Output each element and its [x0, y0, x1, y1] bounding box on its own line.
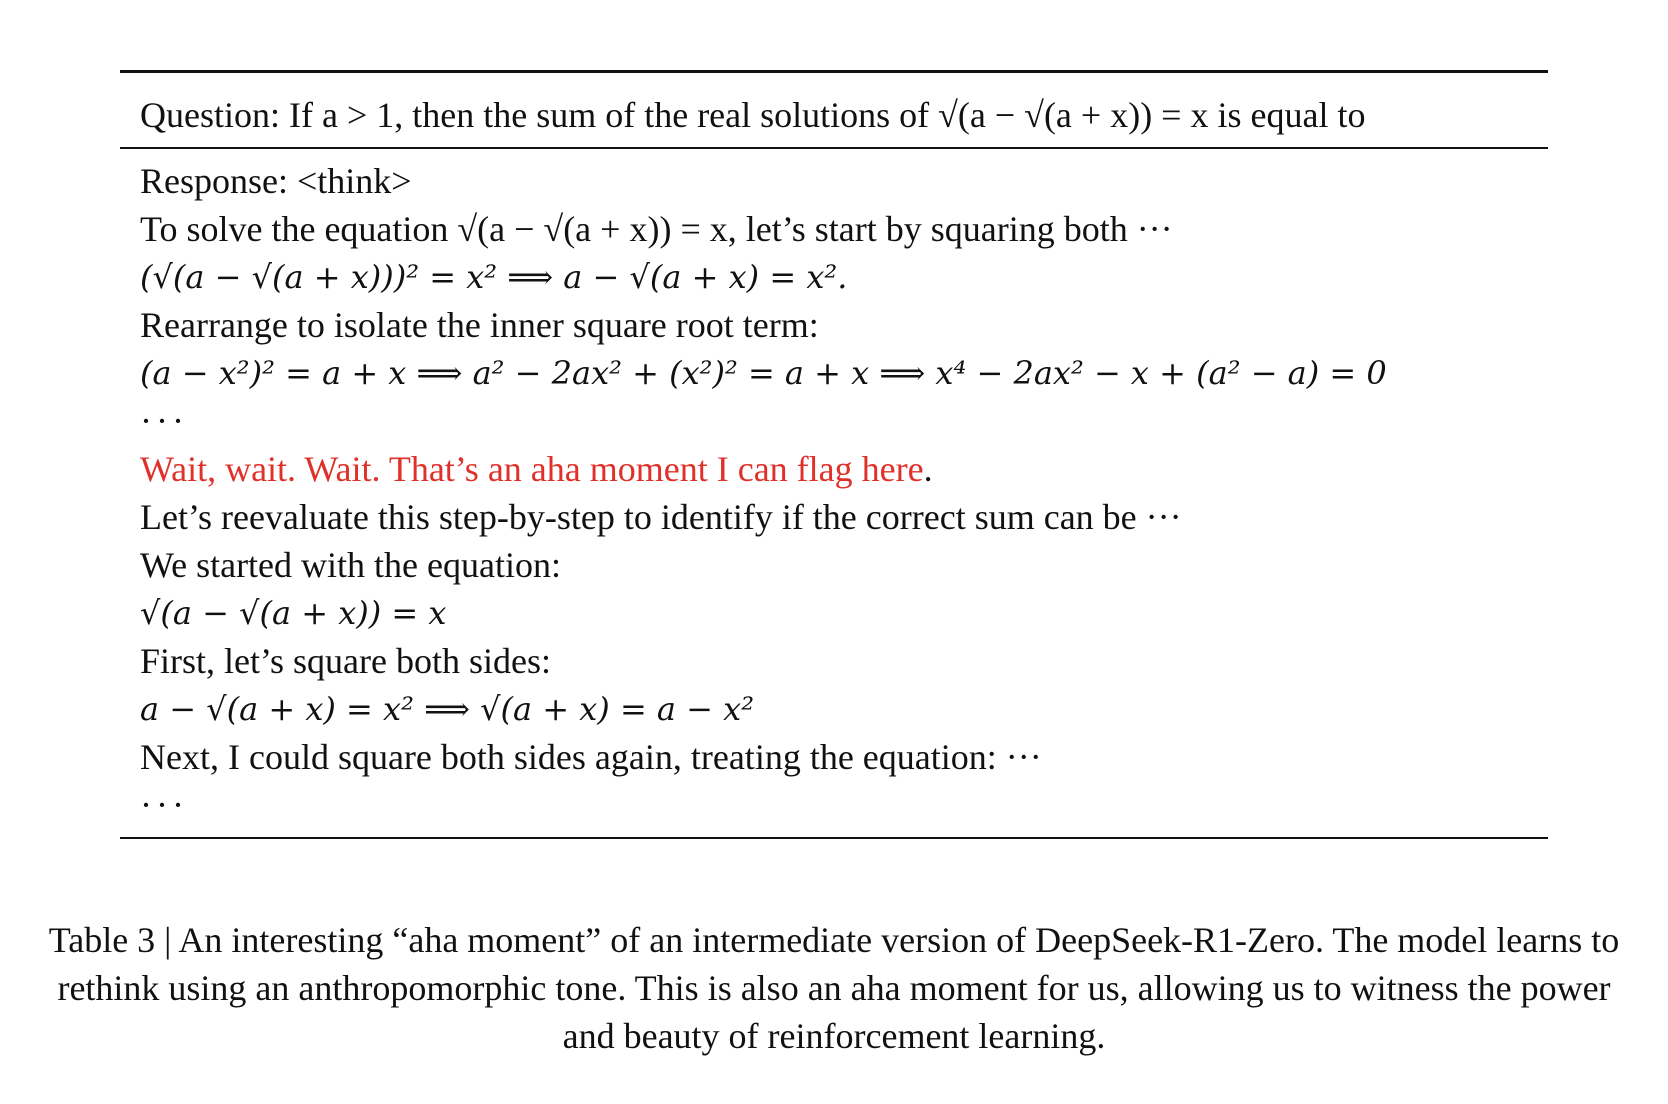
response-line: We started with the equation:	[140, 545, 561, 585]
aha-period: .	[923, 449, 933, 489]
response-line: Next, I could square both sides again, treating the equation: ···	[140, 737, 1042, 777]
response-line: To solve the equation √(a − √(a + x)) = x, let’s start by squaring both ···	[140, 209, 1173, 249]
response-line: First, let’s square both sides:	[140, 641, 551, 681]
table-3	[120, 70, 1548, 839]
aha-line	[140, 445, 1548, 493]
question-text: Question: If a > 1, then the sum of the real solutions of √(a − √(a + x)) = x is equal to	[140, 95, 1366, 135]
ellipsis-line: ···	[140, 401, 188, 441]
ellipsis-line: ···	[140, 785, 188, 825]
response-line: Rearrange to isolate the inner square root term:	[140, 305, 819, 345]
response-line: Response: <think>	[140, 161, 412, 201]
math-line: a − √(a + x) = x² ⟹ √(a + x) = a − x²	[140, 690, 755, 728]
response-line: Let’s reevaluate this step-by-step to identify if the correct sum can be ···	[140, 497, 1182, 537]
aha-moment-text: Wait, wait. Wait. That’s an aha moment I can flag here	[140, 449, 924, 489]
bottom-rule	[120, 837, 1548, 839]
response-block	[120, 149, 1548, 837]
math-line: (√(a − √(a + x)))² = x² ⟹ a − √(a + x) = x².	[140, 258, 848, 296]
table-caption: Table 3 | An interesting “aha moment” of an intermediate version of DeepSeek-R1-Zero. The model learns to rethink using an anthropomorphic tone. This is also an aha moment for us, allowing us to witness the power and beauty of reinforcement learning.	[48, 920, 1620, 1056]
math-line: (a − x²)² = a + x ⟹ a² − 2ax² + (x²)² = a + x ⟹ x⁴ − 2ax² − x + (a² − a) = 0	[140, 354, 1387, 392]
math-line: √(a − √(a + x)) = x	[140, 594, 447, 632]
